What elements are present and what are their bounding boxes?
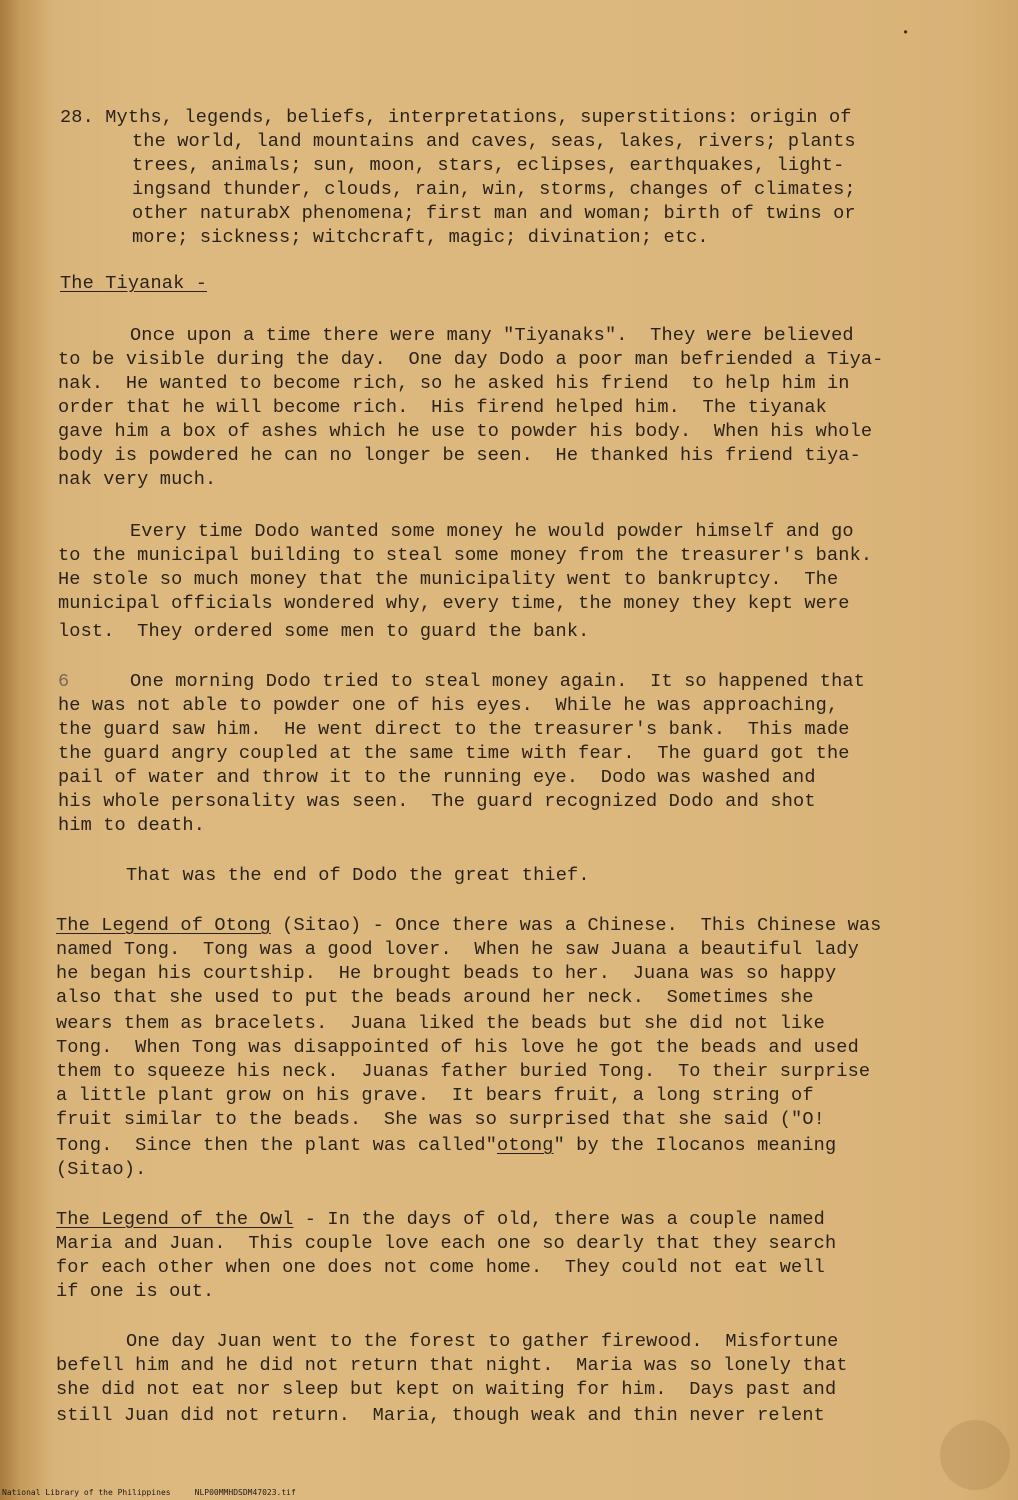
tiyanak-p3-line-1: One morning Dodo tried to steal money again. It so happened that [130,671,866,692]
owl-p2-line-4: still Juan did not return. Maria, though weak and thin never relent [56,1405,825,1426]
otong-line-10-end: " by the Ilocanos meaning [553,1135,837,1156]
owl-p2-line-2: befell him and he did not return that night. Maria was so lonely that [56,1355,848,1376]
otong-line-2: named Tong. Tong was a good lover. When he saw Juana a beautiful lady [56,939,859,960]
tiyanak-p4: That was the end of Dodo the great thief. [126,865,590,886]
section28-line-3: trees, animals; sun, moon, stars, eclipses, earthquakes, light- [132,155,845,176]
otong-keyword: otong [497,1135,554,1156]
section28-line-4: ingsand thunder, clouds, rain, win, storms, changes of climates; [132,179,856,200]
otong-line-1 [56,914,882,938]
footer-caption: National Library of the Philippines NLP00MMHDSDM47023.tif [2,1488,296,1497]
tiyanak-p1-line-2: to be visible during the day. One day Dodo a poor man befriended a Tiya- [58,349,884,370]
p3-number: 6 [58,671,70,692]
otong-line-6: Tong. When Tong was disappointed of his love he got the beads and used [56,1037,859,1058]
owl-line-2: Maria and Juan. This couple love each one so dearly that they search [56,1233,837,1254]
owl-line-4: if one is out. [56,1281,215,1302]
tiyanak-p3-line-3: the guard saw him. He went direct to the treasurer's bank. This made [58,719,850,740]
tiyanak-p1-line-5: gave him a box of ashes which he use to powder his body. When his whole [58,421,873,442]
otong-line-4: also that she used to put the beads around her neck. Sometimes she [56,987,814,1008]
ink-dot: • [902,26,910,40]
tiyanak-p3-line-6: his whole personality was seen. The guard recognized Dodo and shot [58,791,816,812]
tiyanak-p2-line-1: Every time Dodo wanted some money he would powder himself and go [130,521,854,542]
otong-title: The Legend of Otong [56,915,271,936]
tiyanak-p1-line-6: body is powdered he can no longer be seen. He thanked his friend tiya- [58,445,861,466]
otong-line-10 [56,1134,836,1158]
otong-line-8: a little plant grow on his grave. It bears fruit, a long string of [56,1085,814,1106]
owl-line-1 [56,1208,825,1232]
tiyanak-p2-line-5: lost. They ordered some men to guard the bank. [58,621,590,642]
otong-line-5: wears them as bracelets. Juana liked the beads but she did not like [56,1013,825,1034]
section28-line-6: more; sickness; witchcraft, magic; divination; etc. [132,227,709,248]
section28-line-5: other naturabX phenomena; first man and woman; birth of twins or [132,203,856,224]
tiyanak-p1-line-1: Once upon a time there were many "Tiyanaks". They were believed [130,325,854,346]
otong-line-11: (Sitao). [56,1159,147,1180]
tiyanak-p3-line-7: him to death. [58,815,206,836]
tiyanak-p3-line-4: the guard angry coupled at the same time with fear. The guard got the [58,743,850,764]
tiyanak-p2-line-4: municipal officials wondered why, every time, the money they kept were [58,593,850,614]
owl-p2-line-1: One day Juan went to the forest to gather firewood. Misfortune [126,1331,839,1352]
owl-title: The Legend of the Owl [56,1209,294,1230]
owl-p2-line-3: she did not eat nor sleep but kept on waiting for him. Days past and [56,1379,837,1400]
otong-line-7: them to squeeze his neck. Juanas father buried Tong. To their surprise [56,1061,871,1082]
owl-line-3: for each other when one does not come home. They could not eat well [56,1257,825,1278]
otong-line-10-start: Tong. Since then the plant was called" [56,1135,498,1156]
otong-title-rest: (Sitao) - Once there was a Chinese. This Chinese was [270,915,882,936]
tiyanak-p3-line-2: he was not able to powder one of his eyes. While he was approaching, [58,695,839,716]
section28-line-1: 28. Myths, legends, beliefs, interpretations, superstitions: origin of [60,107,852,128]
tiyanak-heading: The Tiyanak - [60,273,208,294]
tiyanak-p2-line-3: He stole so much money that the municipality went to bankruptcy. The [58,569,839,590]
tiyanak-p3-line-5: pail of water and throw it to the running eye. Dodo was washed and [58,767,816,788]
paper-stain [940,1420,1010,1490]
otong-line-3: he began his courtship. He brought beads to her. Juana was so happy [56,963,837,984]
tiyanak-p2-line-2: to the municipal building to steal some money from the treasurer's bank. [58,545,873,566]
tiyanak-p1-line-7: nak very much. [58,469,217,490]
owl-title-rest: - In the days of old, there was a couple named [293,1209,825,1230]
section28-line-2: the world, land mountains and caves, seas, lakes, rivers; plants [132,131,856,152]
otong-line-9: fruit similar to the beads. She was so surprised that she said ("O! [56,1109,825,1130]
tiyanak-p1-line-4: order that he will become rich. His firend helped him. The tiyanak [58,397,827,418]
tiyanak-p1-line-3: nak. He wanted to become rich, so he asked his friend to help him in [58,373,850,394]
